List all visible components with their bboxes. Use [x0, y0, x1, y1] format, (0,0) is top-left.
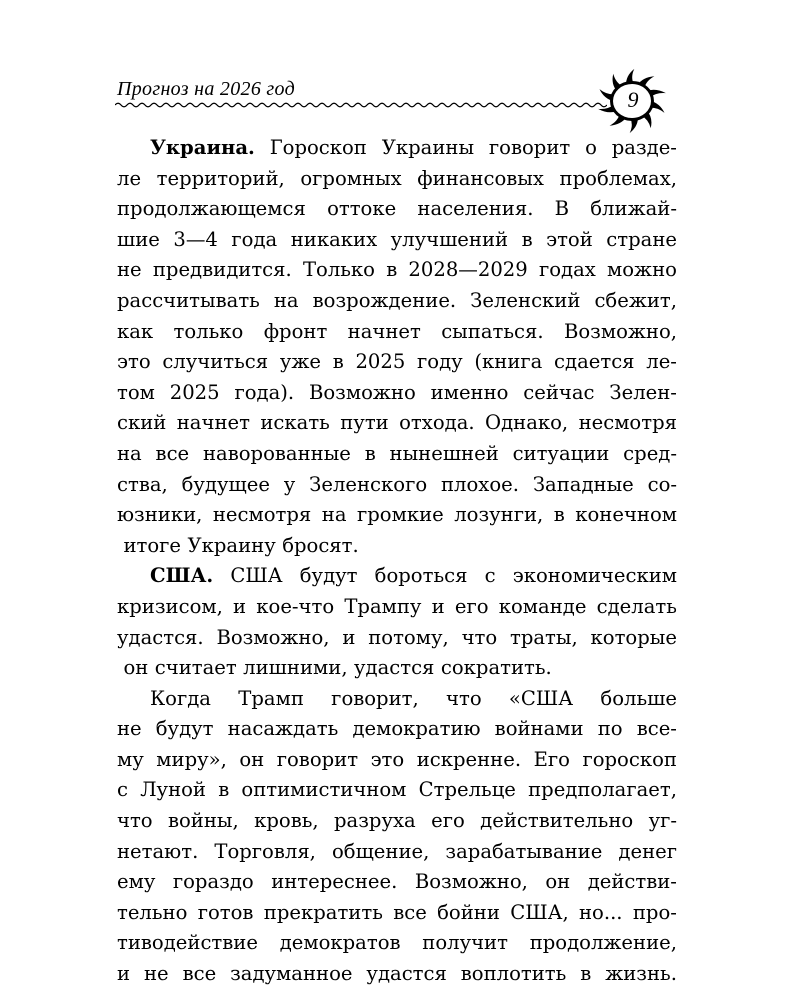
word: нетают.: [117, 839, 199, 863]
word: оптимистичном: [241, 778, 407, 802]
word: нынешней: [389, 441, 499, 465]
word: Украину: [187, 533, 276, 557]
word: все-: [636, 717, 677, 741]
text-line: [117, 959, 677, 990]
word: Торговля,: [214, 839, 316, 863]
word: отхода.: [399, 411, 475, 435]
word: Западные: [532, 472, 634, 496]
word: Когда: [150, 686, 211, 710]
word: 2025: [169, 380, 220, 404]
word: возрождение.: [312, 288, 457, 312]
word: можно: [607, 258, 677, 282]
word: удастся.: [117, 625, 204, 649]
word: года: [231, 227, 278, 251]
word: Возможно,: [563, 319, 677, 343]
word: будут: [299, 564, 358, 588]
word: предполагает,: [528, 778, 677, 802]
word: в: [332, 350, 344, 374]
word: Трампу: [344, 594, 422, 618]
word: все: [393, 900, 427, 924]
text-line: [117, 347, 677, 378]
word: улучшений: [390, 227, 509, 251]
word: в: [580, 962, 592, 986]
word: Зеленский: [470, 288, 581, 312]
running-title: Прогноз на 2026 год: [117, 78, 295, 100]
text-line: [117, 928, 677, 959]
word: на: [117, 441, 142, 465]
word: траты,: [509, 625, 578, 649]
word: оттоке: [327, 197, 397, 221]
word: случиться: [162, 350, 269, 374]
text-line: [117, 470, 677, 501]
word: сейчас: [523, 380, 595, 404]
word: в: [553, 503, 565, 527]
word: сделать: [596, 594, 677, 618]
word: ситуации: [512, 441, 610, 465]
word: готов: [197, 900, 254, 924]
word: бороться: [374, 564, 468, 588]
word: его: [431, 809, 465, 833]
word: искать: [260, 411, 330, 435]
word: он: [123, 656, 149, 680]
text-line: [117, 714, 677, 745]
word: ский: [117, 411, 167, 435]
word: Стрельце: [418, 778, 516, 802]
text-line: [117, 378, 677, 409]
word: демократов: [279, 931, 401, 955]
text-line: [117, 684, 677, 715]
word: продолжающемся: [117, 197, 306, 221]
word: задуманное: [230, 962, 353, 986]
word: году: [417, 350, 463, 374]
word: года).: [234, 380, 295, 404]
word: удастся: [366, 962, 447, 986]
word: про-: [632, 900, 677, 924]
word: шие: [117, 227, 160, 251]
word: в: [386, 258, 398, 282]
word: тельно: [117, 900, 188, 924]
word: общение,: [331, 839, 430, 863]
word: миру»,: [156, 747, 227, 771]
word: это: [370, 747, 405, 771]
word: Возможно,: [414, 870, 528, 894]
word: по: [597, 717, 623, 741]
word: именно: [430, 380, 509, 404]
word: интереснее.: [271, 870, 398, 894]
word: что: [446, 686, 482, 710]
word: только: [173, 319, 244, 343]
word: наворованные: [202, 441, 351, 465]
text-line: [117, 194, 677, 225]
text-line: [117, 225, 677, 256]
word: США,: [510, 900, 569, 924]
word: что: [117, 809, 153, 833]
word: будут: [155, 717, 214, 741]
word: в: [521, 227, 533, 251]
word: но...: [579, 900, 623, 924]
word: несмотря: [212, 503, 312, 527]
word: гораздо: [172, 870, 254, 894]
word: это: [117, 350, 151, 374]
text-line: [117, 745, 677, 776]
word: все: [182, 962, 217, 986]
word: юзники,: [117, 503, 203, 527]
word: не: [117, 258, 142, 282]
word: с: [484, 564, 496, 588]
word: том: [117, 380, 155, 404]
word: будущее: [181, 472, 270, 496]
word: у: [283, 472, 296, 496]
text-line: [117, 164, 677, 195]
word: он: [545, 870, 571, 894]
word: ближай-: [590, 197, 677, 221]
word: уг-: [648, 809, 677, 833]
word: все: [155, 441, 190, 465]
word: кризисом,: [117, 594, 223, 618]
word: начнет: [176, 411, 250, 435]
word: ему: [117, 870, 156, 894]
text-line: [117, 837, 677, 868]
wavy-rule: [115, 101, 607, 109]
word: демократию: [352, 717, 481, 741]
word: (книга: [474, 350, 543, 374]
word: лишними,: [243, 656, 348, 680]
word: ле: [117, 166, 142, 190]
word: жизнь.: [605, 962, 677, 986]
word: ства,: [117, 472, 168, 496]
word: о: [585, 136, 597, 159]
word: Гороскоп: [269, 136, 367, 159]
word: громкие: [356, 503, 444, 527]
word: в: [218, 778, 230, 802]
word: со-: [647, 472, 677, 496]
word: насаждать: [227, 717, 339, 741]
text-line: [117, 653, 677, 684]
word: Зелен-: [609, 380, 677, 404]
word: Зеленского: [309, 472, 428, 496]
word: искренне.: [416, 747, 522, 771]
word: рассчитывать: [117, 288, 260, 312]
word: огромных: [300, 166, 402, 190]
text-line: [117, 867, 677, 898]
word: прекратить: [263, 900, 383, 924]
word: бойни: [437, 900, 500, 924]
word: и: [233, 594, 247, 618]
word: населения.: [417, 197, 534, 221]
word: 2028—2029: [408, 258, 528, 282]
text-line: [117, 806, 677, 837]
word: с: [117, 778, 128, 802]
word: и: [117, 962, 131, 986]
word: которые: [590, 625, 677, 649]
word: проблемах,: [559, 166, 677, 190]
text-line: [117, 531, 677, 562]
word: продолжение,: [529, 931, 677, 955]
word: зарабатывание: [445, 839, 603, 863]
word: и: [431, 594, 445, 618]
word: сбежит,: [594, 288, 677, 312]
text-line: [117, 133, 677, 164]
word: 3—4: [173, 227, 218, 251]
word: никаких: [290, 227, 378, 251]
word: действительно: [480, 809, 634, 833]
text-line: [117, 439, 677, 470]
word: 2025: [355, 350, 406, 374]
word: разруха: [334, 809, 416, 833]
word: лозунги,: [454, 503, 544, 527]
word: Украины: [381, 136, 475, 159]
word: фронт: [263, 319, 328, 343]
word: Возможно: [308, 380, 416, 404]
word: Только: [302, 258, 375, 282]
word: что: [461, 625, 498, 649]
word: тиводействие: [117, 931, 258, 955]
word: войны,: [167, 809, 239, 833]
page-number: 9: [627, 87, 639, 112]
word: кровь,: [254, 809, 319, 833]
text-line: [117, 255, 677, 286]
word: он: [239, 747, 265, 771]
word: сдается: [554, 350, 635, 374]
word: начнет: [347, 319, 421, 343]
word: конечном: [575, 503, 677, 527]
word: действи-: [587, 870, 677, 894]
text-line: [117, 898, 677, 929]
text-line: [117, 775, 677, 806]
body-text: [117, 133, 677, 990]
word: плохое.: [440, 472, 519, 496]
word: пути: [340, 411, 389, 435]
word: США: [230, 564, 283, 588]
word: потому,: [368, 625, 449, 649]
text-line: [117, 623, 677, 654]
word: его: [454, 594, 489, 618]
word: «США: [508, 686, 574, 710]
text-line: [117, 286, 677, 317]
word: сыпаться.: [441, 319, 544, 343]
word: итоге: [123, 533, 182, 557]
word: бросят.: [282, 533, 359, 557]
word: территорий,: [156, 166, 285, 190]
text-line: [117, 408, 677, 439]
text-line: [117, 500, 677, 531]
word: гороскоп: [582, 747, 677, 771]
word: уже: [279, 350, 321, 374]
word: Луной: [140, 778, 206, 802]
word: и: [342, 625, 356, 649]
word: Трамп: [238, 686, 304, 710]
text-line: [117, 561, 677, 592]
word: сред-: [623, 441, 677, 465]
word: не: [143, 962, 169, 986]
word: ле-: [646, 350, 677, 374]
word: несмотря: [578, 411, 677, 435]
word: команде: [498, 594, 587, 618]
word: получит: [422, 931, 508, 955]
word: воплотить: [460, 962, 567, 986]
lead-term: Украина.: [150, 136, 255, 159]
lead-term: США.: [150, 564, 214, 588]
word: экономическим: [512, 564, 677, 588]
word: как: [117, 319, 154, 343]
word: говорит,: [331, 686, 419, 710]
word: сократить.: [440, 656, 552, 680]
word: считает: [154, 656, 237, 680]
text-line: [117, 592, 677, 623]
word: му: [117, 747, 144, 771]
word: больше: [600, 686, 677, 710]
word: финансовых: [417, 166, 544, 190]
word: удастся: [354, 656, 435, 680]
word: стране: [606, 227, 677, 251]
text-line: [117, 317, 677, 348]
word: В: [554, 197, 570, 221]
word: годах: [538, 258, 596, 282]
word: Однако,: [485, 411, 569, 435]
word: войнами: [494, 717, 584, 741]
word: предвидится.: [152, 258, 292, 282]
word: кое-что: [256, 594, 335, 618]
word: разде-: [611, 136, 677, 159]
word: денег: [618, 839, 677, 863]
word: на: [273, 288, 299, 312]
word: говорит: [276, 747, 359, 771]
word: не: [117, 717, 142, 741]
word: на: [321, 503, 347, 527]
word: говорит: [488, 136, 571, 159]
word: Его: [533, 747, 570, 771]
word: Возможно,: [216, 625, 330, 649]
word: этой: [546, 227, 593, 251]
word: в: [364, 441, 376, 465]
